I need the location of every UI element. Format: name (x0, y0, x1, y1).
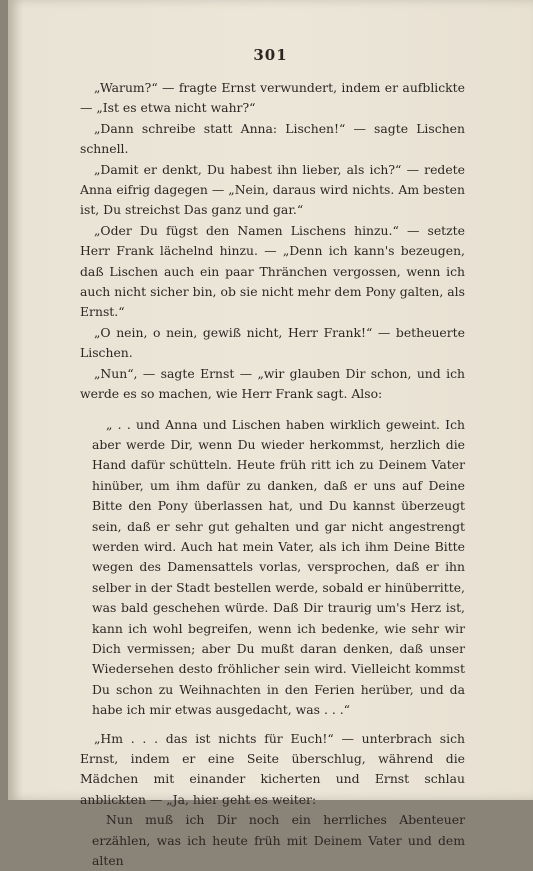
page-body (80, 78, 465, 871)
letter-text: „ . . und Anna und Lischen haben wirklich geweint. Ich aber werde Dir, wenn Du wieder herkommst, herzlich die Hand dafür schütteln. Heute früh ritt ich zu Deinem Vater hinüber, um ihm dafür zu danken, daß er uns auf Deine Bitte den Pony überlassen hat, und Du kannst überzeugt sein, daß er sehr gut gehalten und gar nicht angestrengt werden wird. Auch hat mein Vater, als ich ihm Deine Bitte wegen des Damensattels vorlas, versprochen, daß er ihn selber in der Stadt bestellen werde, sobald er hinüberritte, was bald geschehen würde. Daß Dir traurig um's Herz ist, kann ich wohl begreifen, wenn ich bedenke, wie sehr wir Dich vermissen; aber Du mußt daran denken, daß unser Wiedersehen desto fröhlicher sein wird. Vielleicht kommst Du schon zu Weihnachten in den Ferien herüber, und da habe ich mir etwas ausgedacht, was . . .“ (92, 416, 465, 718)
book-page (8, 0, 533, 869)
page-number: 301 (253, 46, 288, 64)
paragraph: „O nein, o nein, gewiß nicht, Herr Frank!“ — betheuerte Lischen. (80, 324, 465, 361)
paragraph: „Dann schreibe statt Anna: Lischen!“ — sagte Lischen schnell. (80, 120, 465, 157)
paragraph: „Oder Du fügst den Namen Lischens hinzu.“ — setzte Herr Frank lächelnd hinzu. — „Denn ich kann's bezeugen, daß Lischen auch ein paar Thränchen vergossen, wenn ich auch nicht sicher bin, ob sie nicht mehr dem Pony galten, als Ernst.“ (80, 222, 465, 320)
paragraph: „Warum?“ — fragte Ernst verwundert, indem er aufblickte — „Ist es etwa nicht wahr?“ (80, 80, 465, 116)
paragraph: „Hm . . . das ist nichts für Euch!“ — unterbrach sich Ernst, indem er eine Seite überschlug, während die Mädchen mit einander kicherten und Ernst schlau anblickten — „Ja, hier geht es weiter: (80, 730, 465, 807)
paragraph: „Nun“, — sagte Ernst — „wir glauben Dir schon, und ich werde es so machen, wie Herr Frank sagt. Also: (80, 365, 465, 402)
paragraph: „Damit er denkt, Du habest ihn lieber, als ich?“ — redete Anna eifrig dagegen — „Nein, daraus wird nichts. Am besten ist, Du streichst Das ganz und gar.“ (80, 161, 465, 218)
quoted-letter (80, 415, 465, 721)
paragraph: Nun muß ich Dir noch ein herrliches Abenteuer erzählen, was ich heute früh mit Deinem Vater und dem alten (92, 812, 465, 869)
